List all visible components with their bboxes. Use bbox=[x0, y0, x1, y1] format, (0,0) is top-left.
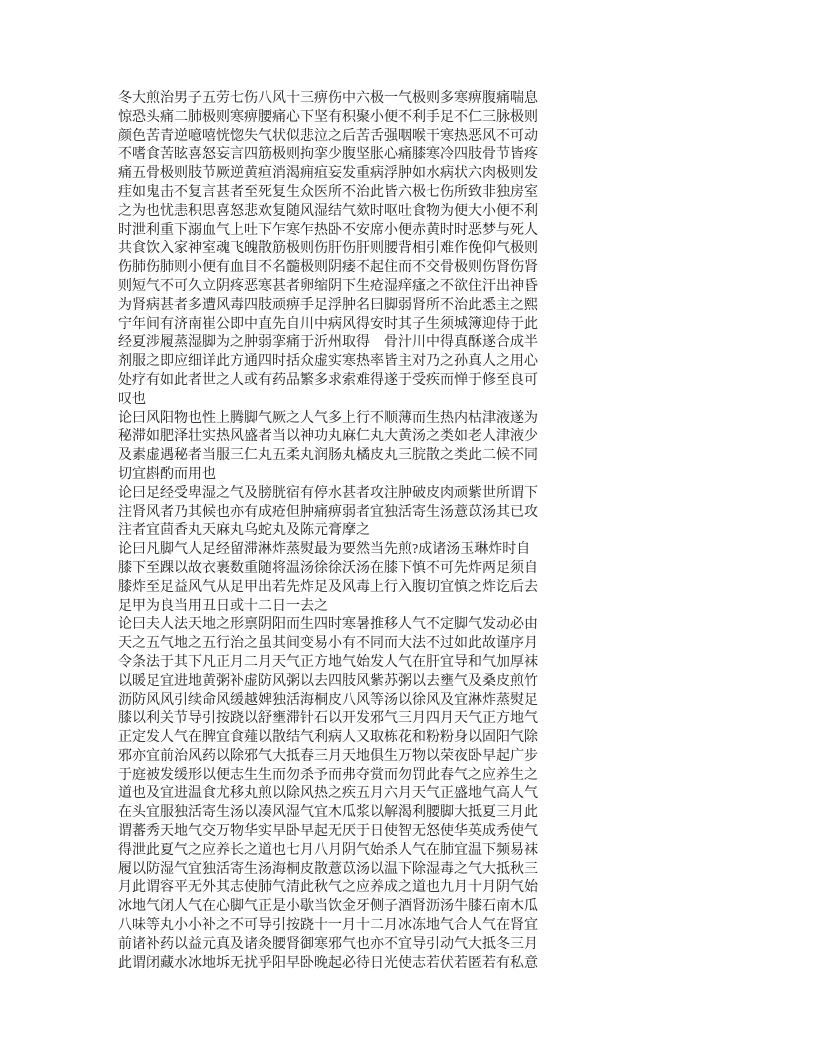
text-line: 令条法于其下凡正月二月天气正方地气始发人气在肝宜导和气加厚袜 bbox=[118, 654, 538, 670]
text-line: 论曰夫人法天地之形禀阴阳而生四时寒暑推移人气不定脚气发动必由 bbox=[118, 617, 538, 633]
text-line: 惊恐头痛二肺极则寒痹腰痛心下坚有积聚小便不利手足不仁三脉极则 bbox=[118, 109, 538, 125]
text-line: 论曰凡脚气人足经留滞淋炸蒸熨最为要然当先煎?成诸汤玉琳炸时自 bbox=[118, 542, 531, 558]
text-line: 剂服之即应细详此方通四时括众虚实寒热率皆主对乃之孙真人之用心 bbox=[118, 354, 538, 370]
text-line: 此谓闭藏水冰地坼无扰乎阳早卧晚起必待日光使志若伏若匿若有私意 bbox=[118, 955, 538, 971]
text-line: 宁年间有济南崔公即中直先自川中病风得安时其子生须城簿迎侍于此 bbox=[118, 316, 538, 332]
text-line: 膝以利关节导引按跷以舒壅滞针石以开发邪气三月四月天气正方地气 bbox=[118, 711, 538, 727]
text-line: 八味等丸小小补之不可导引按跷十一月十二月冰冻地气合人气在肾宜 bbox=[118, 918, 538, 934]
text-line: 伤肺伤肺则小便有血目不名髓极则阴痿不起住而不交骨极则伤肾伤肾 bbox=[118, 260, 538, 276]
text-line: 处疗有如此者世之人或有药品繁多求索难得遂于受疾而惮于修至良可 bbox=[118, 372, 538, 388]
text-line: 得泄此夏气之应养长之道也七月八月阴气始杀人气在肺宜温下频易袜 bbox=[118, 842, 538, 858]
text-line: 注者宜茴香丸天麻丸乌蛇丸及陈元膏摩之 bbox=[118, 523, 370, 539]
text-line: 正定发人气在脾宜食薤以散结气利病人又取栋花和粉粉身以固阳气除 bbox=[118, 730, 538, 746]
text-line: 于庭被发缓形以便志生生而勿杀予而弗夺赏而勿罚此春气之应养生之 bbox=[118, 767, 538, 783]
text-line: 论曰风阳物也性上腾脚气厥之人气多上行不顺薄而生热内枯津液遂为 bbox=[118, 410, 538, 426]
text-line: 以暖足宜进地黄粥补虚防风粥以去四肢风紫苏粥以去壅气及桑皮煎竹 bbox=[118, 673, 538, 689]
text-line: 前诸补药以益元真及诸灸腰肾御寒邪气也亦不宜导引动气大抵冬三月 bbox=[118, 936, 538, 952]
text-line: 论曰足经受卑湿之气及膀胱宿有停水甚者攻注肿破皮肉顽紫世所谓下 bbox=[118, 485, 538, 501]
text-line: 沥防风风引续命风缓越婢独活海桐皮八风等汤以徐风及宜淋炸蒸熨足 bbox=[118, 692, 538, 708]
text-line: 及素虚遇秘者当服三仁丸五柔丸润肠丸橘皮丸三脘散之类此二候不同 bbox=[118, 448, 538, 464]
text-line: 天之五气地之五行治之虽其间变易小有不同而大法不过如此故谨序月 bbox=[118, 636, 538, 652]
text-line: 邪亦宜前治风药以除邪气大抵春三月天地俱生万物以荣夜卧早起广步 bbox=[118, 748, 538, 764]
text-line: 经夏涉履蒸湿脚为之肿弱挛痛于沂州取得 骨汁川中得真酥遂合成半 bbox=[118, 335, 538, 351]
text-line: 月此谓容平无外其志使肺气清此秋气之应养成之道也九月十月阴气始 bbox=[118, 880, 538, 896]
text-line: 共食饮入家神室魂飞魄散筋极则伤肝伤肝则腰背相引难作俛仰气极则 bbox=[118, 241, 538, 257]
text-line: 足甲为良当用丑日或十二日一去之 bbox=[118, 598, 328, 614]
text-line: 在头宜服独活寄生汤以凑风湿气宜木瓜浆以解渴利腰脚大抵夏三月此 bbox=[118, 805, 538, 821]
text-line: 谓蕃秀天地气交万物华实早卧早起无厌于日使智无怒使华英成秀使气 bbox=[118, 824, 538, 840]
text-line: 膝下至踝以故衣裹数重随将温汤徐徐沃汤在膝下慎不可先炸两足须自 bbox=[118, 560, 538, 576]
text-line: 疰如鬼击不复言甚者至死复生众医所不治此皆六极七伤所致非独房室 bbox=[118, 184, 538, 200]
text-line: 膝炸至足益风气从足甲出若先炸足及风毒上行入腹切宜慎之炸讫后去 bbox=[118, 579, 538, 595]
text-line: 履以防湿气宜独活寄生汤海桐皮散薏苡汤以温下除湿毒之气大抵秋三 bbox=[118, 861, 538, 877]
text-column bbox=[118, 90, 558, 973]
text-line: 则短气不可久立阴疼恶寒甚者卵缩阴下生疮湿痒瘙之不欲住汗出神昏 bbox=[118, 278, 538, 294]
text-line: 冰地气闭人气在心脚气正是小歇当饮金牙侧子酒肾沥汤牛膝石南木瓜 bbox=[118, 899, 538, 915]
text-line: 冬大煎治男子五劳七伤八风十三痹伤中六极一气极则多寒痹腹痛喘息 bbox=[118, 91, 538, 106]
text-line: 颜色苦青逆噫嘻恍惚失气状似悲泣之后苦舌强咽喉干寒热恶风不可动 bbox=[118, 128, 538, 144]
text-line: 时泄利重下溺血气上吐下乍寒乍热卧不安席小便赤黄时时恶梦与死人 bbox=[118, 222, 538, 238]
text-line: 之为也忧恚积思喜怒悲欢复随风湿结气欬时呕吐食物为便大小便不利 bbox=[118, 203, 538, 219]
text-line: 切宜斟酌而用也 bbox=[118, 466, 216, 482]
text-line: 注肾风者乃其候也亦有成疮但肿痛痹弱者宜独活寄生汤薏苡汤其已攻 bbox=[118, 504, 538, 520]
text-line: 道也及宜进温食尤移丸煎以除风热之疾五月六月天气正盛地气高人气 bbox=[118, 786, 538, 802]
text-line: 不嗜食苦眩喜怒妄言四筋极则拘挛少腹坚胀心痛膝寒冷四肢骨节皆疼 bbox=[118, 147, 538, 163]
text-line: 为肾病甚者多遭风毒四肢顽痹手足浮肿名曰脚弱肾所不治此悉主之熙 bbox=[118, 297, 538, 313]
text-line: 叹也 bbox=[118, 391, 146, 407]
text-line: 秘滞如肥泽壮实热风盛者当以神功丸麻仁丸大黄汤之类如老人津液少 bbox=[118, 429, 538, 445]
text-line: 痛五骨极则肢节厥逆黄疸消渴痈疽妄发重病浮肿如水病状六肉极则发 bbox=[118, 166, 538, 182]
